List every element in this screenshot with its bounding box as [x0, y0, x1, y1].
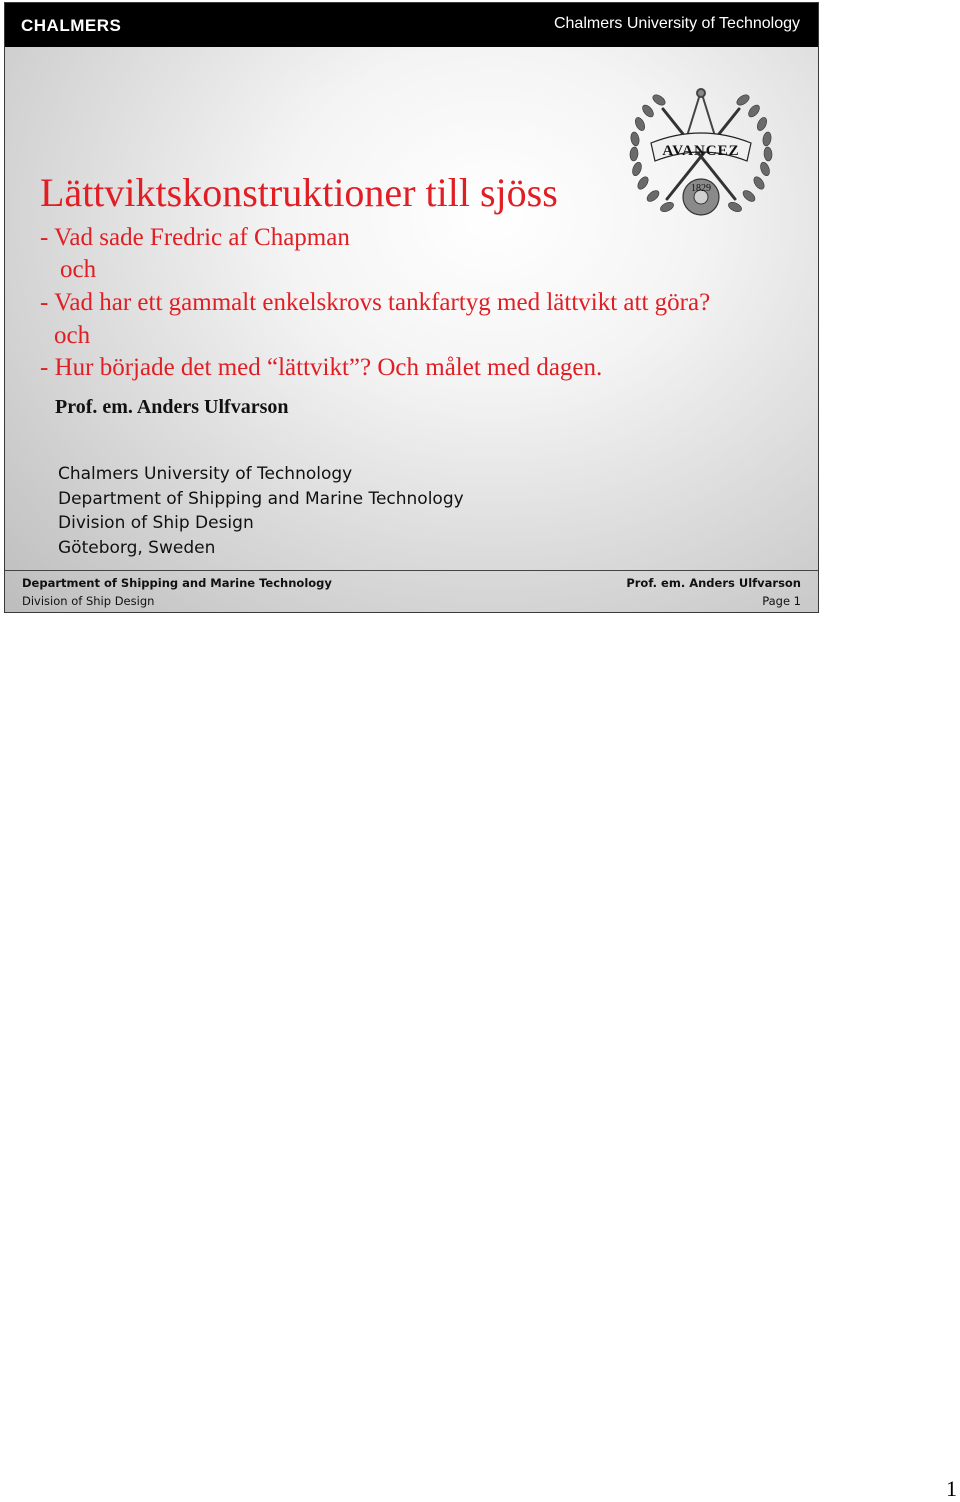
subtitle-line-1: - Vad sade Fredric af Chapman: [40, 224, 350, 251]
chalmers-logo: CHALMERS: [21, 16, 122, 35]
svg-text:1829: 1829: [691, 183, 711, 194]
footer-page: Page 1: [762, 594, 801, 608]
subtitle-line-2: och: [60, 256, 97, 283]
subtitle-line-5: - Hur började det med “lättvikt”? Och målet med dagen.: [40, 354, 603, 381]
header-university: Chalmers University of Technology: [553, 15, 800, 32]
document-page-number: 1: [946, 1476, 957, 1501]
svg-text:AVANCEZ: AVANCEZ: [662, 143, 740, 159]
footer-author: Prof. em. Anders Ulfvarson: [626, 576, 801, 590]
affiliation-block: [58, 462, 464, 560]
subtitle-line-4: och: [54, 322, 91, 349]
slide: [4, 2, 819, 613]
chalmers-seal-icon: [623, 79, 779, 229]
affiliation-city: Göteborg, Sweden: [58, 537, 216, 558]
footer-division: Division of Ship Design: [22, 594, 155, 608]
slide-header-bar: [5, 3, 818, 47]
footer-department: Department of Shipping and Marine Technology: [22, 576, 332, 590]
affiliation-university: Chalmers University of Technology: [58, 464, 353, 484]
slide-author: Prof. em. Anders Ulfvarson: [55, 396, 289, 418]
affiliation-division: Division of Ship Design: [58, 513, 254, 533]
footer-divider: [5, 570, 818, 571]
subtitle-line-3: - Vad har ett gammalt enkelskrovs tankfartyg med lättvikt att göra?: [40, 289, 711, 316]
slide-title: Lättviktskonstruktioner till sjöss: [40, 170, 558, 215]
affiliation-department: Department of Shipping and Marine Technology: [58, 488, 464, 509]
